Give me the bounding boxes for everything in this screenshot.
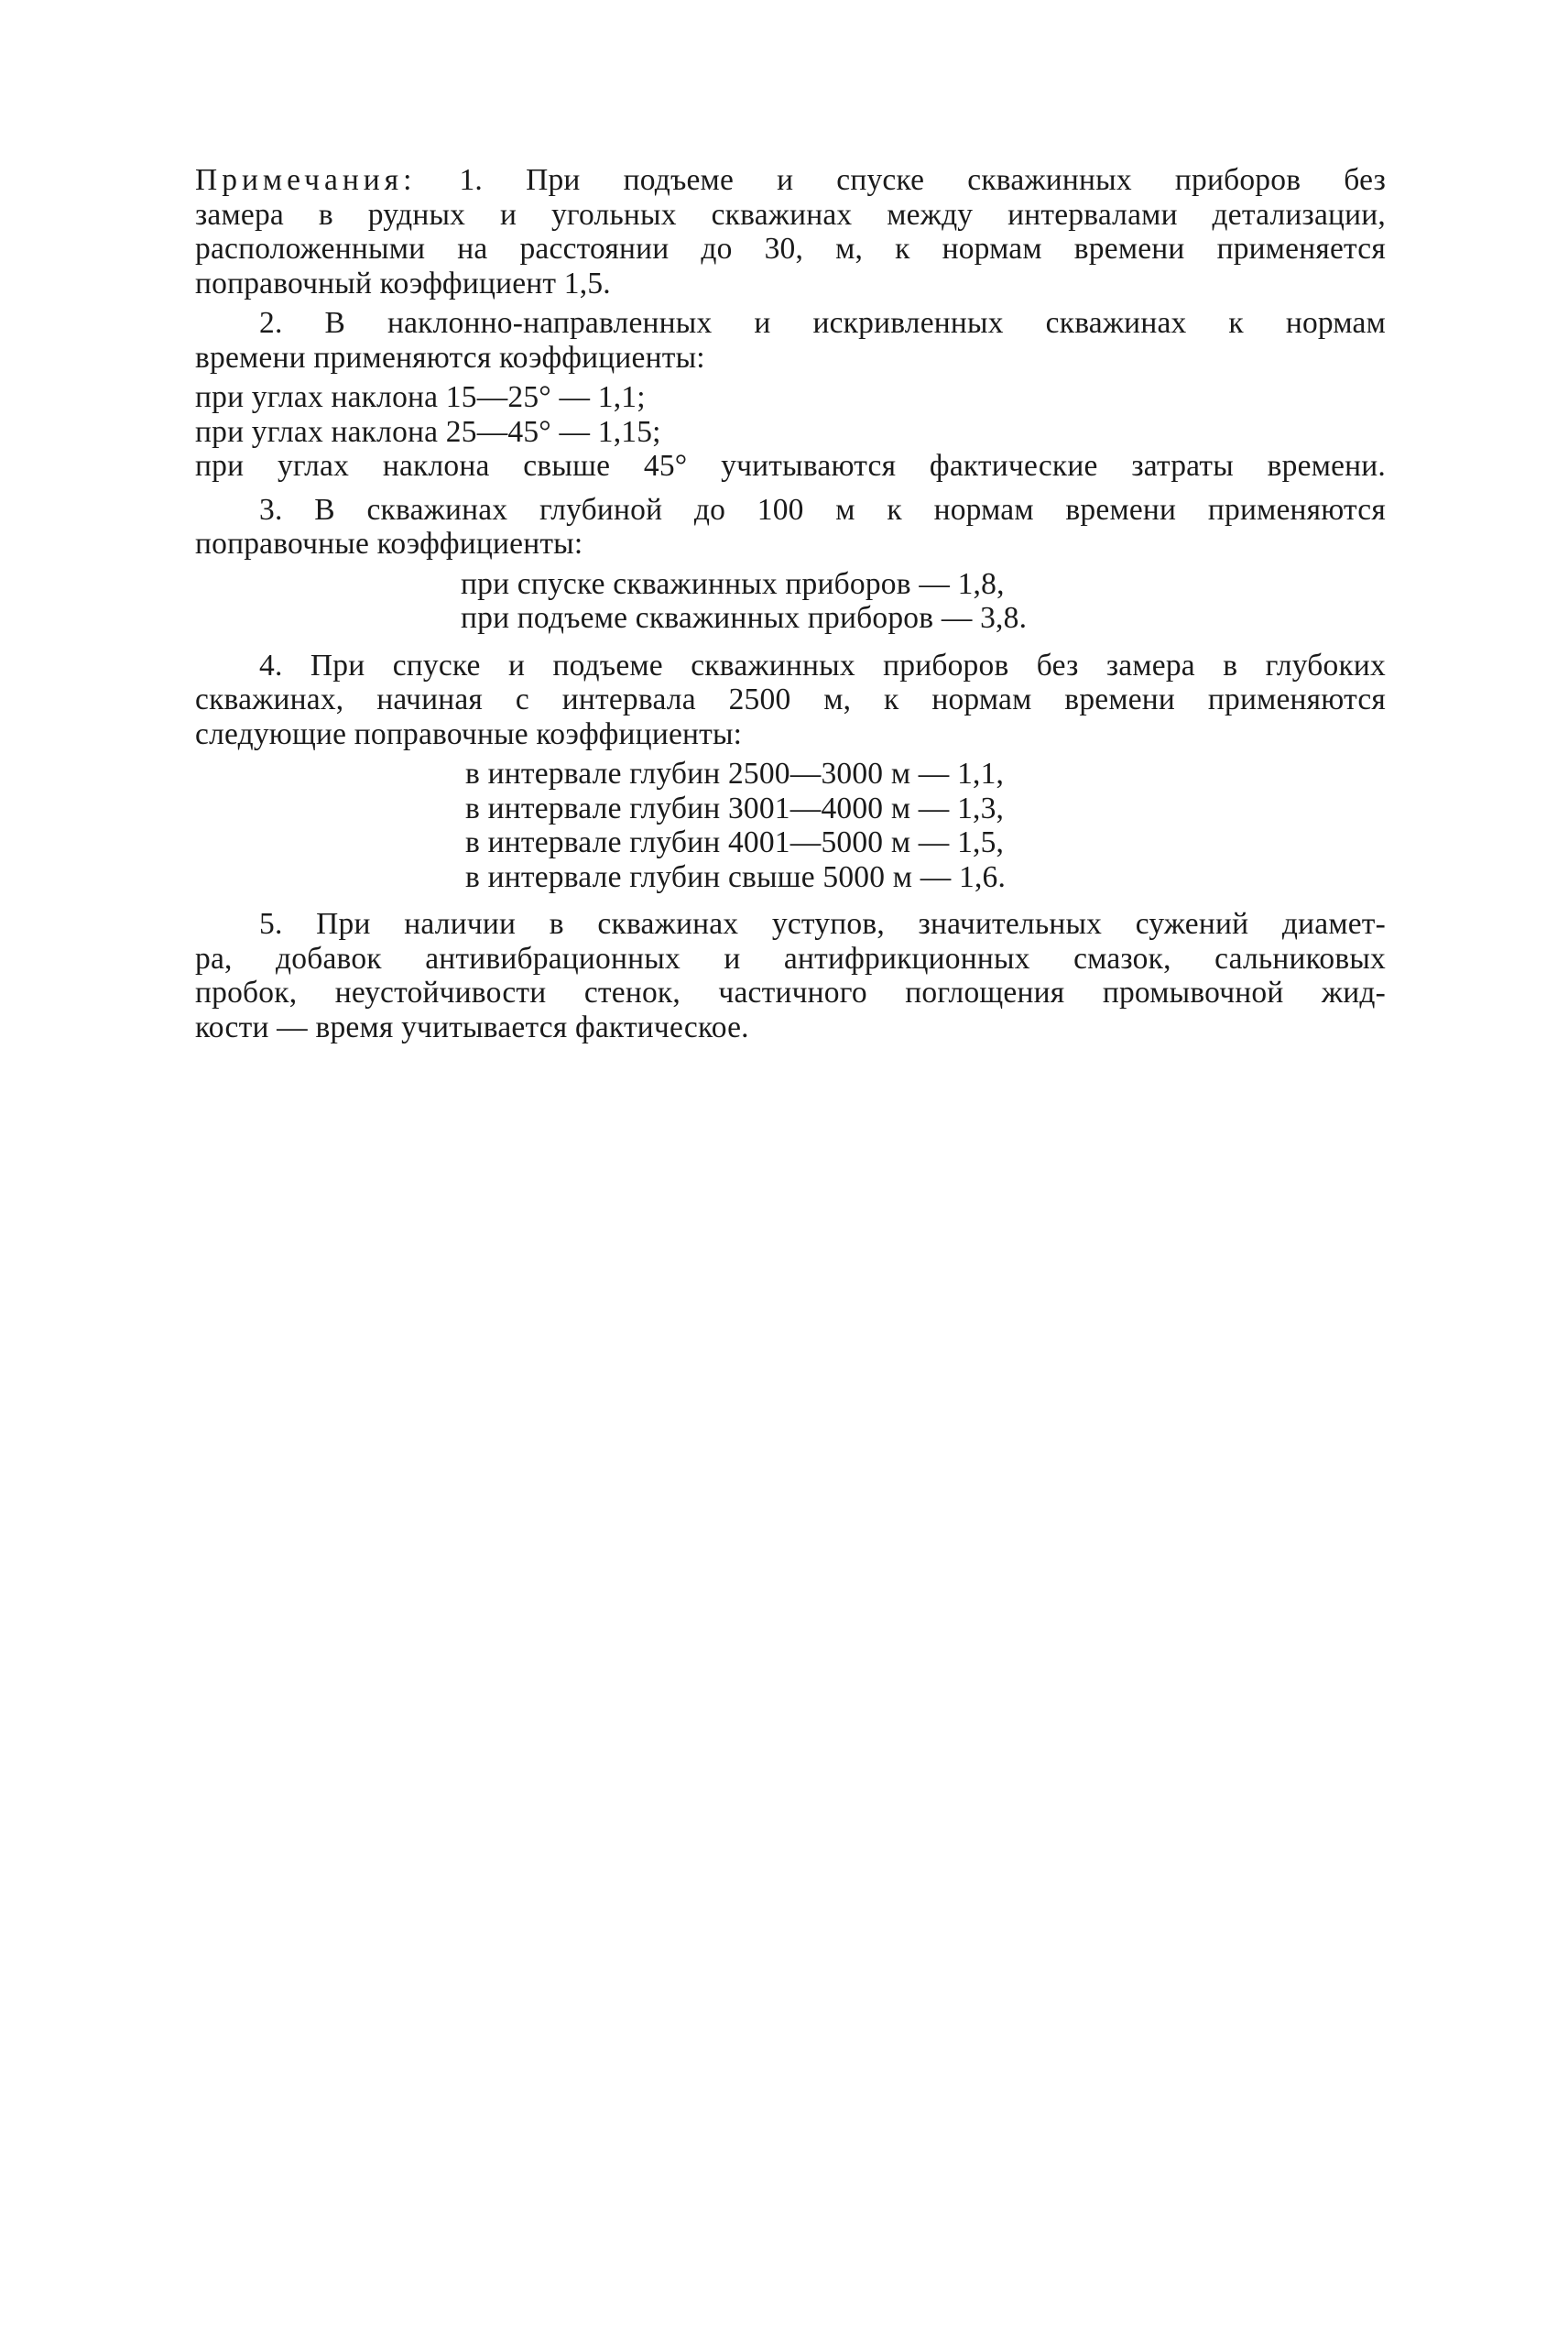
note-1-line-2: замера в рудных и угольных скважинах между интервалами детализации, [195,197,1386,232]
note-2-angle-1: при углах наклона 15—25° — 1,1; [195,380,646,414]
note-2-line-1: 2. В наклонно-направленных и искривленных скважинах к нормам [259,306,1386,340]
note-4-coef-4: в интервале глубин свыше 5000 м — 1,6. [465,859,1007,894]
note-4-coef-2: в интервале глубин 3001—4000 м — 1,3, [465,791,1005,825]
note-5-line-2: ра, добавок антивибрационных и антифрикционных смазок, сальниковых [195,941,1386,976]
note-4-line-2: скважинах, начиная с интервала 2500 м, к нормам времени применяются [195,683,1386,716]
note-3-line-2: поправочные коэффициенты: [195,527,583,561]
note-5-line-4: кости — время учитывается фактическое. [195,1010,749,1044]
note-2-angle-2: при углах наклона 25—45° — 1,15; [195,414,661,449]
note-3-coef-1: при спуске скважинных приборов — 1,8, [461,566,1005,601]
note-3-line-1: 3. В скважинах глубиной до 100 м к нормам времени применяются [259,492,1386,527]
note-4-line-1: 4. При спуске и подъеме скважинных приборов без замера в глубоких [259,648,1386,683]
note-1-line-1: Примечания: 1. При подъеме и спуске скважинных приборов без [195,163,1387,197]
note-2-angle-3: при углах наклона свыше 45° учитываются фактические затраты времени. [195,449,1386,483]
note-1-line-3: расположенными на расстоянии до 30, м, к нормам времени применяется [195,232,1386,266]
note-4-coef-3: в интервале глубин 4001—5000 м — 1,5, [465,825,1005,859]
note-1-line-4: поправочный коэффициент 1,5. [195,266,611,300]
note-5-line-3: пробок, неустойчивости стенок, частичного поглощения промывочной жид- [195,976,1386,1010]
note-5-line-1: 5. При наличии в скважинах уступов, значительных сужений диамет- [259,907,1386,941]
note-3-coef-2: при подъеме скважинных приборов — 3,8. [461,601,1028,635]
note-4-line-3: следующие поправочные коэффициенты: [195,716,743,751]
note-4-coef-1: в интервале глубин 2500—3000 м — 1,1, [465,757,1005,791]
note-2-line-2: времени применяются коэффициенты: [195,340,705,375]
notes-page [195,163,1386,1044]
notes-heading: Примечания: [195,163,417,197]
